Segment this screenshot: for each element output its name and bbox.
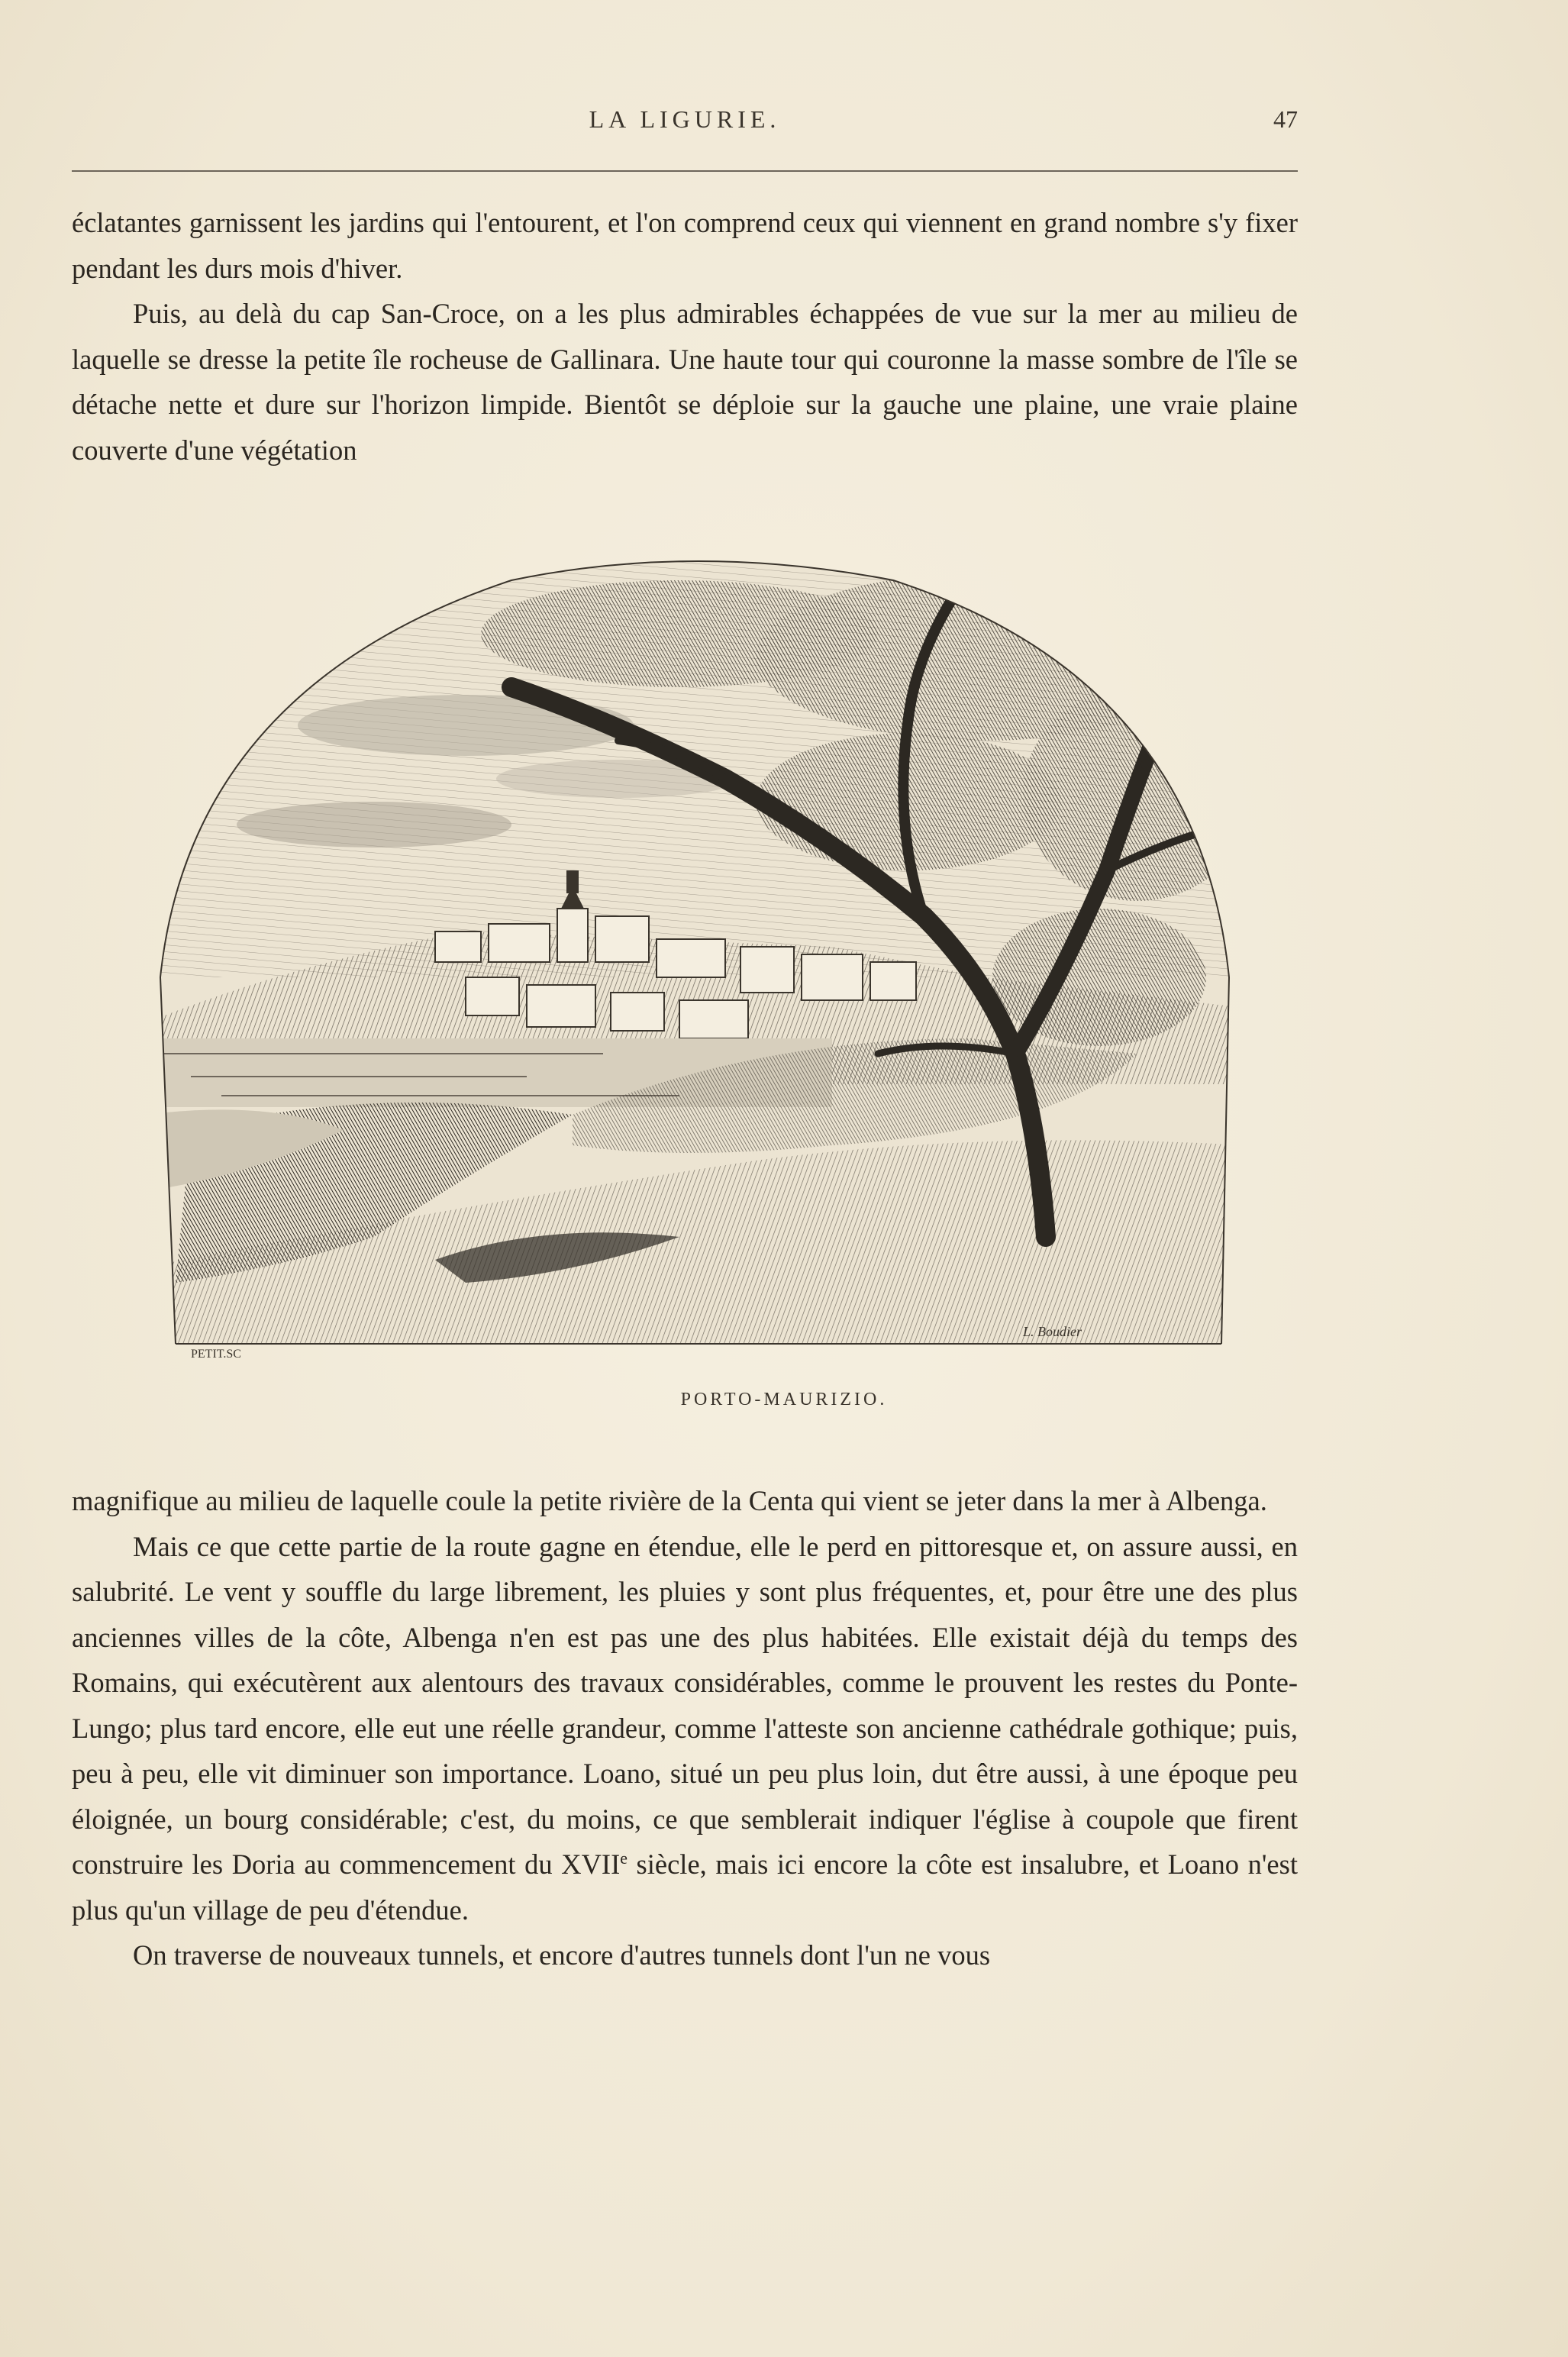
paragraph: Puis, au delà du cap San-Croce, on a les plus admirables échappées de vue sur la mer au milieu de laquelle se dresse la petite île rocheuse de Gallinara. Une haute tour qui couronne la masse sombre de l'île se détache nette et dure sur l'horizon limpide. Bientôt se déploie sur la gauche une plaine, une vraie plaine couverte d'une végétation bbox=[72, 298, 1298, 466]
paragraph-continued: magnifique au milieu de laquelle coule la petite rivière de la Centa qui vient se jeter dans la mer à Albenga. bbox=[72, 1485, 1267, 1516]
artist-signature: L. Boudier bbox=[1023, 1324, 1082, 1339]
text-block-top bbox=[72, 200, 1298, 473]
header-rule bbox=[72, 170, 1298, 172]
century-superscript: e bbox=[620, 1848, 628, 1868]
paragraph-continued: éclatantes garnissent les jardins qui l'entourent, et l'on comprend ceux qui viennent en grand nombre s'y fixer pendant les durs mois d'hiver. bbox=[72, 207, 1298, 284]
running-head bbox=[72, 105, 1298, 144]
paragraph bbox=[72, 1524, 1298, 1933]
running-title: LA LIGURIE. bbox=[589, 105, 781, 133]
paragraph-text: Mais ce que cette partie de la route gagne en étendue, elle le perd en pittoresque et, on assure aussi, en salubrité. Le vent y souffle du large librement, les pluies y sont plus fréquentes, et, pour être une des plus anciennes villes de la côte, Albenga n'en est pas une des plus habitées. Elle existait déjà du temps des Romains, qui exécutèrent aux alentours des travaux considérables, comme le prouvent les restes du Ponte-Lungo; plus tard encore, elle eut une réelle grandeur, comme l'atteste son ancienne cathédrale gothique; puis, peu à peu, elle vit diminuer son importance. Loano, situé un peu plus loin, dut être aussi, à une époque peu éloignée, un bourg considérable; c'est, du moins, ce que semblerait indiquer l'église à coupole que firent construire les Doria au commencement du XVII bbox=[72, 1530, 1298, 1880]
text-block-bottom bbox=[72, 1478, 1298, 1978]
figure-caption: PORTO-MAURIZIO. bbox=[680, 1390, 888, 1409]
paragraph: On traverse de nouveaux tunnels, et encore d'autres tunnels dont l'un ne vous bbox=[133, 1939, 991, 1971]
page-number: 47 bbox=[1273, 105, 1298, 133]
engraver-signature: PETIT.SC bbox=[191, 1348, 241, 1359]
paragraph-text-continued: siècle, mais ici encore la côte est insalubre, et Loano n'est plus qu'un village de peu d'étendue. bbox=[72, 1848, 1298, 1926]
porto-maurizio-engraving bbox=[145, 550, 1244, 1359]
